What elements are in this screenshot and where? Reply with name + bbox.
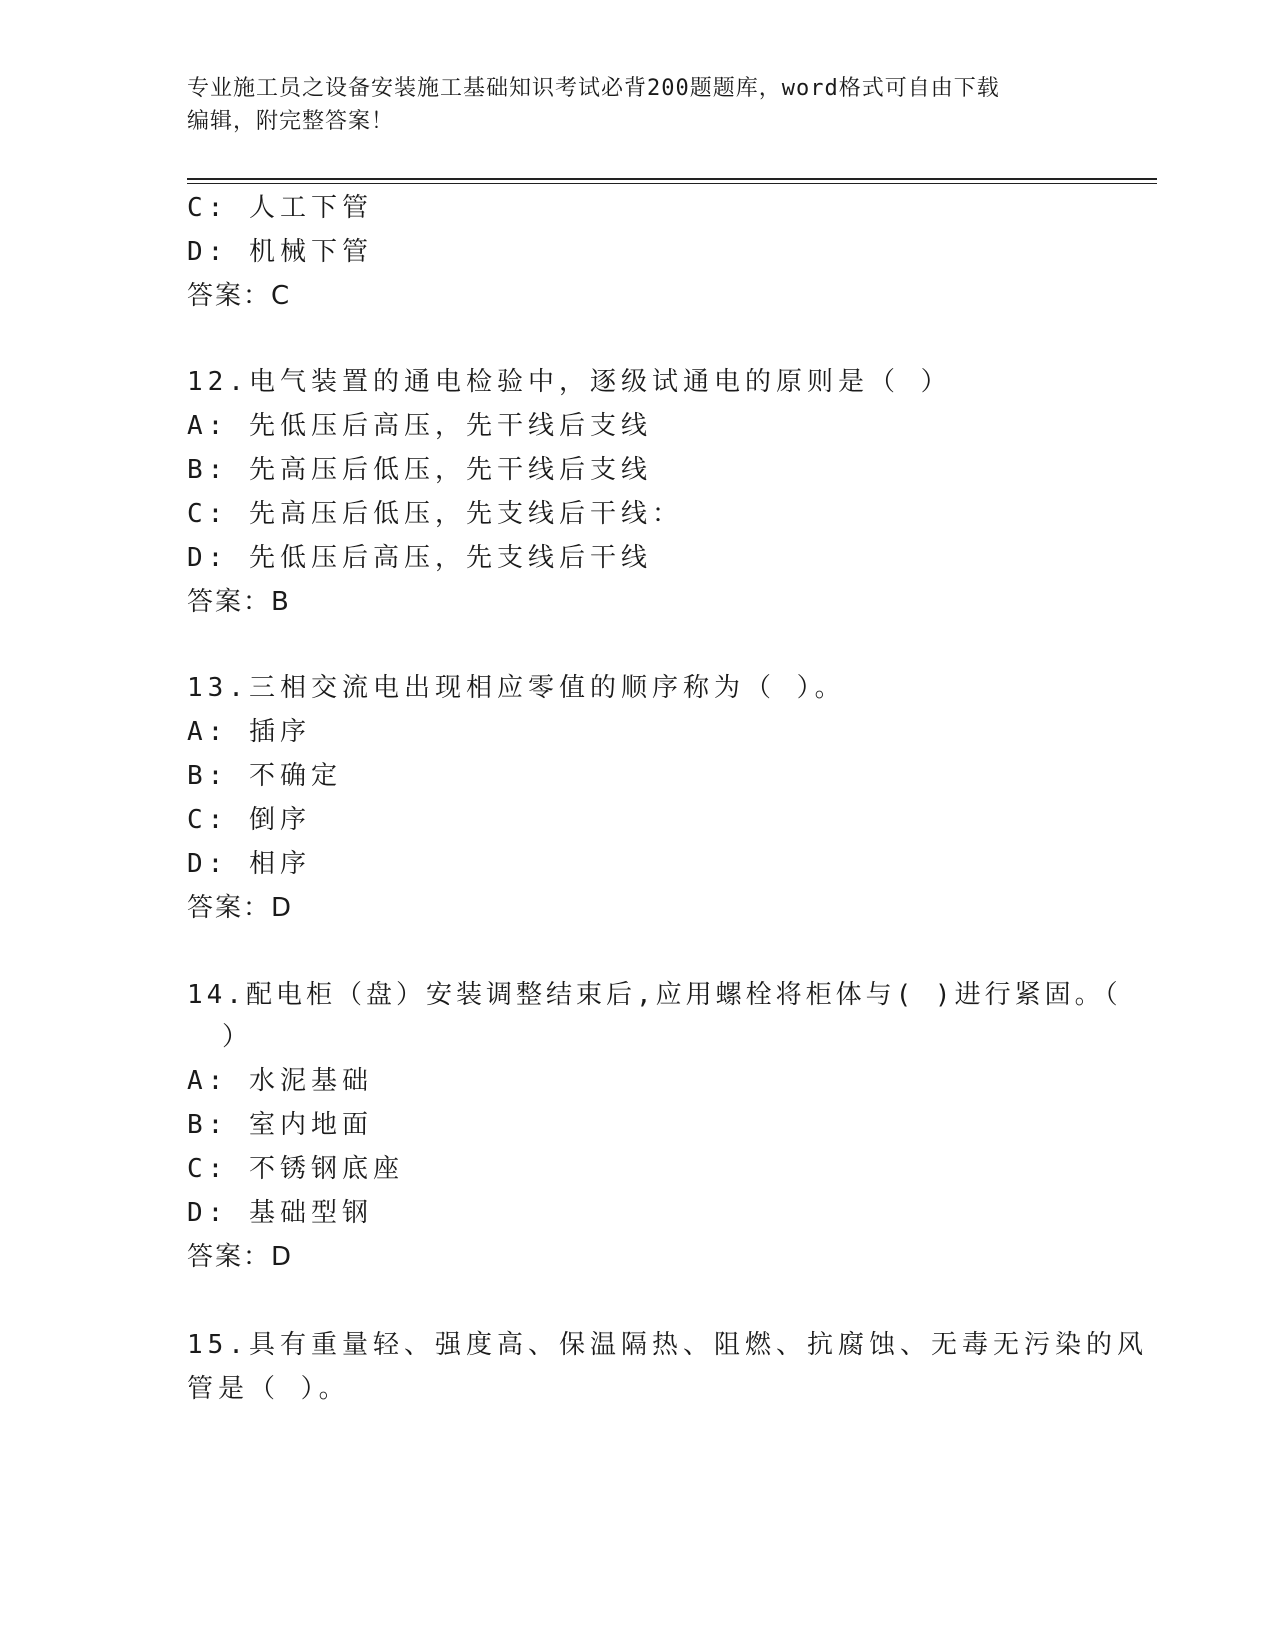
q14-answer: 答案：D <box>187 1242 294 1272</box>
header-line-1: 专业施工员之设备安装施工基础知识考试必背200题题库，word格式可自由下载 <box>187 76 1000 101</box>
q12-option-c: C: 先高压后低压，先支线后干线： <box>187 499 683 529</box>
q13-option-c: C: 倒序 <box>187 805 311 835</box>
header-line-2: 编辑，附完整答案！ <box>187 109 395 134</box>
document-header <box>187 72 1087 138</box>
q11-answer: 答案：C <box>187 281 292 311</box>
q13-stem: 13.三相交流电出现相应零值的顺序称为（ ）。 <box>187 673 846 703</box>
q13-option-b: B: 不确定 <box>187 761 342 791</box>
q14-option-d: D: 基础型钢 <box>187 1198 373 1228</box>
q14-option-a: A: 水泥基础 <box>187 1066 373 1096</box>
q12-option-d: D: 先低压后高压，先支线后干线 <box>187 543 652 573</box>
q12-answer: 答案：B <box>187 587 291 617</box>
header-divider-thin <box>187 183 1157 184</box>
q13-option-a: A: 插序 <box>187 717 311 747</box>
q14-stem-line-1: 14.配电柜（盘）安装调整结束后,应用螺栓将柜体与( )进行紧固。（ <box>187 980 1122 1010</box>
q14-stem-line-2: ） <box>222 1022 254 1052</box>
q14-option-c: C: 不锈钢底座 <box>187 1154 404 1184</box>
q11-option-c: C: 人工下管 <box>187 193 373 223</box>
q15-stem-line-2: 管是（ ）。 <box>187 1374 350 1404</box>
q12-option-b: B: 先高压后低压，先干线后支线 <box>187 455 652 485</box>
q12-stem: 12.电气装置的通电检验中，逐级试通电的原则是（ ） <box>187 367 952 397</box>
header-divider-thick <box>187 178 1157 180</box>
q11-option-d: D: 机械下管 <box>187 237 373 267</box>
q13-option-d: D: 相序 <box>187 849 311 879</box>
q15-stem-line-1: 15.具有重量轻、强度高、保温隔热、阻燃、抗腐蚀、无毒无污染的风 <box>187 1330 1148 1360</box>
q14-option-b: B: 室内地面 <box>187 1110 373 1140</box>
q13-answer: 答案：D <box>187 893 294 923</box>
q12-option-a: A: 先低压后高压，先干线后支线 <box>187 411 652 441</box>
